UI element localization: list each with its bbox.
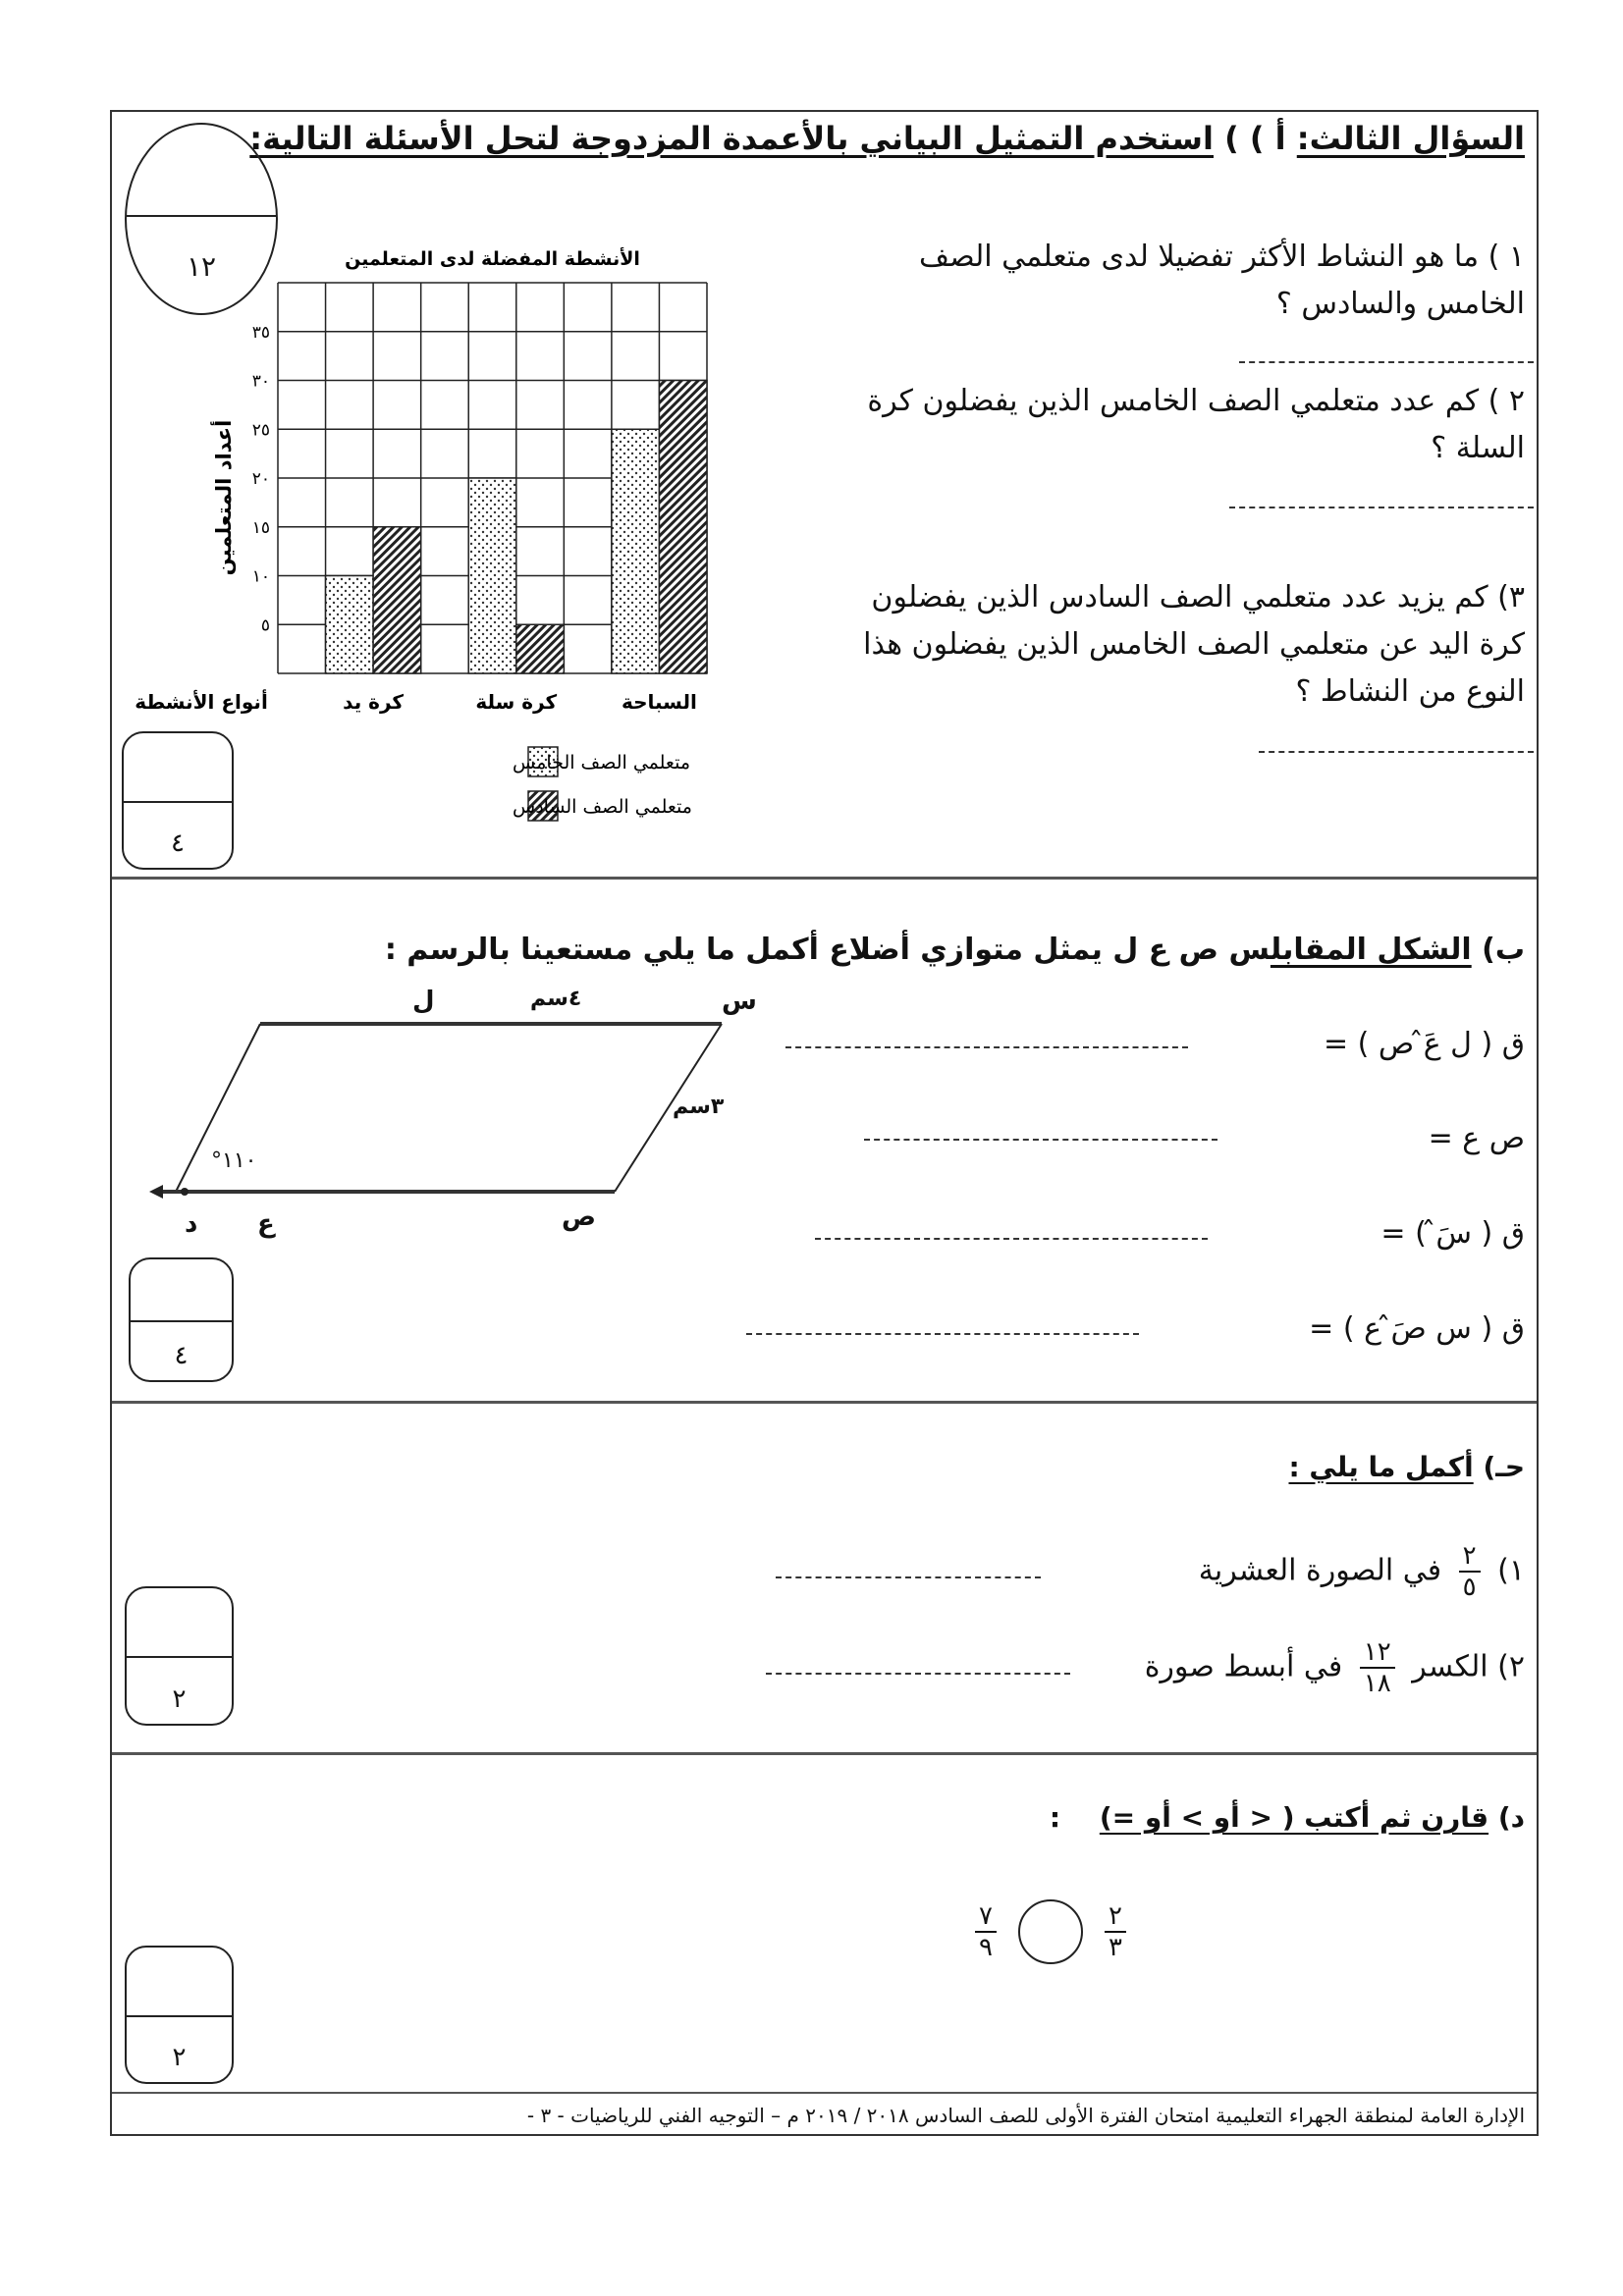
- point-dal: د: [185, 1209, 198, 1239]
- y-tick-label: ٢٠: [251, 469, 270, 489]
- fraction-left: [975, 1901, 997, 1962]
- score-c: ٢: [172, 1684, 187, 1714]
- bar-grade6: [516, 624, 565, 673]
- section-b-heading: [385, 933, 1525, 967]
- item-side-sad-ain: ص ع =: [1428, 1121, 1525, 1155]
- answer-line-b2[interactable]: [864, 1139, 1217, 1141]
- answer-line-c1[interactable]: [776, 1576, 1041, 1578]
- comparison: [967, 1899, 1134, 1964]
- section-d-heading: [1050, 1801, 1525, 1834]
- footer-divider: [112, 2092, 1537, 2094]
- q3-line2: كرة اليد عن متعلمي الصف الخامس الذين يفضلون هذا: [863, 627, 1525, 662]
- divider: [112, 877, 1537, 880]
- c2-text: في أبسط صورة: [1144, 1649, 1343, 1684]
- instruction: استخدم التمثيل البياني بالأعمدة المزدوجة لتحل الأسئلة التالية:: [249, 120, 1214, 157]
- part-d-label: د): [1497, 1801, 1525, 1834]
- answer-line-2[interactable]: [1229, 507, 1534, 508]
- y-tick-label: ٣٥: [251, 322, 270, 343]
- bar-grade5: [326, 576, 374, 674]
- vertex-ain: ع: [257, 1209, 275, 1239]
- y-axis-label: أعداد المتعلمين: [212, 419, 236, 576]
- vertex-s: س: [722, 987, 757, 1016]
- score-box-d: [125, 1946, 234, 2084]
- vertex-sad: ص: [562, 1202, 596, 1232]
- denominator: ٩: [979, 1933, 993, 1962]
- bar-grade6: [659, 381, 707, 674]
- q2-line1: ٢ ) كم عدد متعلمي الصف الخامس الذين يفضلون كرة: [867, 384, 1525, 418]
- fraction-right: [1105, 1901, 1126, 1962]
- divider: [112, 1401, 1537, 1404]
- angle-label: ١١٠°: [211, 1148, 257, 1173]
- y-tick-label: ٣٠: [251, 371, 270, 392]
- fraction: [1360, 1637, 1395, 1698]
- q1-line2: الخامس والسادس ؟: [1275, 287, 1525, 321]
- q1-line1: ١ ) ما هو النشاط الأكثر تفضيلا لدى متعلمي الصف: [919, 240, 1525, 274]
- part-b-text: س ص ع ل يمثل متوازي أضلاع أكمل ما يلي مستعينا بالرسم :: [384, 933, 1271, 967]
- total-score: ١٢: [186, 250, 217, 283]
- score-box-a: [122, 731, 234, 870]
- denominator: ١٨: [1363, 1669, 1391, 1698]
- c1-num: ١): [1497, 1553, 1525, 1588]
- q3-line1: ٣) كم يزيد عدد متعلمي الصف السادس الذين يفضلون: [871, 580, 1525, 614]
- numerator: ٧: [975, 1901, 997, 1933]
- category-label: السباحة: [621, 690, 697, 714]
- denominator: ٥: [1462, 1573, 1477, 1602]
- section-a-heading: [249, 120, 1525, 157]
- bar-grade5: [612, 429, 660, 673]
- question-label: السؤال الثالث:: [1296, 120, 1525, 157]
- question-2: [867, 378, 1525, 472]
- x-axis-label: أنواع الأنشطة: [135, 690, 268, 714]
- bar-grade6: [373, 527, 421, 673]
- score-box-c: [125, 1586, 234, 1726]
- vertex-l: ل: [412, 987, 435, 1016]
- section-c-heading: [1288, 1451, 1525, 1483]
- question-1: [919, 234, 1525, 328]
- item-angle-s-sad-ain: ق ( س صَ̂ ع ) =: [1309, 1311, 1525, 1346]
- score-box-b: [129, 1257, 234, 1382]
- score-d: ٢: [172, 2043, 187, 2072]
- chart-title: الأنشطة المفضلة لدى المتعلمين: [345, 248, 640, 270]
- score-a: ٤: [171, 828, 185, 858]
- answer-line-b1[interactable]: [785, 1046, 1188, 1048]
- divider: [112, 1752, 1537, 1755]
- denominator: ٣: [1108, 1933, 1122, 1962]
- parallelogram-figure: [147, 982, 785, 1256]
- y-tick-label: ١٥: [251, 517, 270, 538]
- answer-line-c2[interactable]: [766, 1673, 1070, 1675]
- q3-line3: النوع من النشاط ؟: [1295, 674, 1525, 709]
- footer: الإدارة العامة لمنطقة الجهراء التعليمية امتحان الفترة الأولى للصف السادس ٢٠١٨ / ٢٠١٩ م – التوجيه الفني للرياضيات - ٣ -: [526, 2104, 1525, 2127]
- score-b: ٤: [174, 1341, 189, 1370]
- part-d-title: قارن ثم أكتب ( < أو > أو =): [1099, 1801, 1489, 1834]
- top-length: ٤سم: [530, 987, 582, 1011]
- numerator: ٢: [1105, 1901, 1126, 1933]
- item-c1: [1199, 1541, 1525, 1602]
- part-c-title: أكمل ما يلي :: [1288, 1451, 1474, 1483]
- fraction: [1459, 1541, 1481, 1602]
- colon: :: [1049, 1801, 1061, 1834]
- part-b-label: ب): [1482, 933, 1525, 967]
- answer-line-b4[interactable]: [746, 1333, 1139, 1335]
- item-angle-s: ق ( سَ̂ ) =: [1380, 1216, 1525, 1251]
- numerator: ٢: [1459, 1541, 1481, 1573]
- comparison-circle[interactable]: [1018, 1899, 1083, 1964]
- question-3: [863, 574, 1525, 716]
- y-tick-label: ٢٥: [251, 420, 270, 441]
- side-length: ٣سم: [673, 1095, 725, 1119]
- bar-grade5: [468, 478, 516, 673]
- item-angle-l-ain-sad: ق ( ل عَ̂ ص ) =: [1323, 1027, 1525, 1061]
- answer-line-b3[interactable]: [815, 1238, 1208, 1240]
- q2-line2: السلة ؟: [1431, 431, 1525, 465]
- y-tick-label: ٥: [260, 615, 270, 636]
- answer-line-1[interactable]: [1239, 361, 1534, 363]
- category-label: كرة يد: [343, 690, 405, 714]
- category-label: كرة سلة: [475, 690, 558, 714]
- numerator: ١٢: [1360, 1637, 1395, 1669]
- item-c2: [1145, 1637, 1525, 1698]
- y-tick-label: ١٠: [251, 566, 270, 587]
- part-label: أ ) ): [1224, 120, 1286, 157]
- c2-num: ٢) الكسر: [1412, 1649, 1525, 1684]
- legend-label: متعلمي الصف الخامس: [513, 752, 691, 774]
- answer-line-3[interactable]: [1259, 751, 1534, 753]
- underlined-label: الشكل المقابل: [1270, 933, 1472, 967]
- c1-text: في الصورة العشرية: [1198, 1553, 1442, 1588]
- part-c-label: حـ): [1483, 1451, 1525, 1483]
- legend-label: متعلمي الصف السادس: [513, 796, 692, 818]
